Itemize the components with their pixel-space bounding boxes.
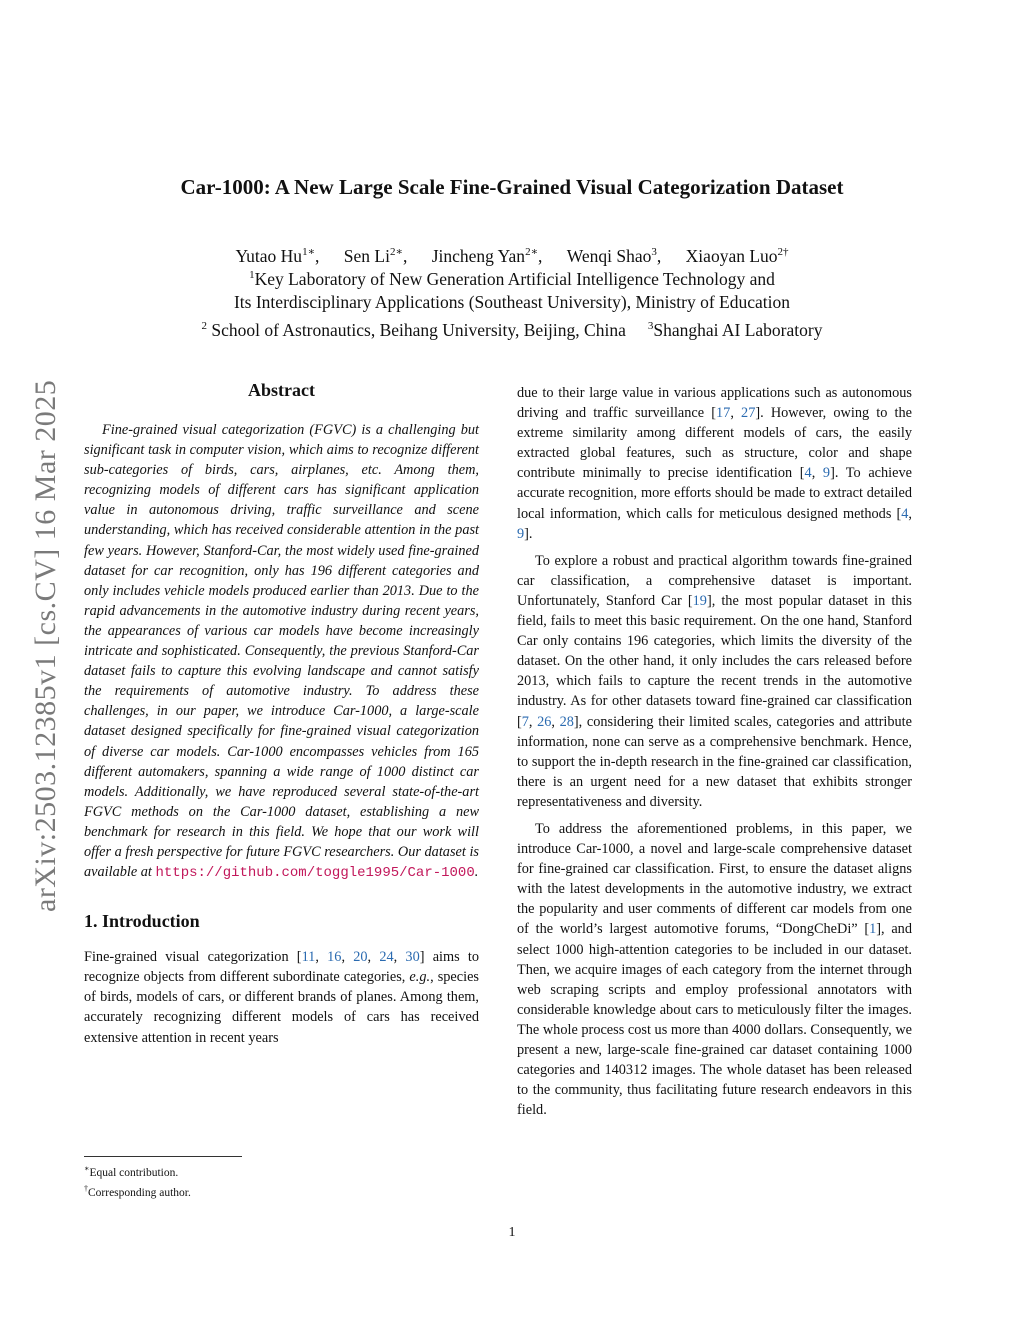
intro-paragraph: Fine-grained visual categorization [11, 16, 20, 24, 30] aims to recognize objects from different subordinate categories, e.g., species of birds, models of cars, or different brands of planes. Among them, accurately recognizing different models of cars has received extensive attention in recent years bbox=[84, 949, 480, 1046]
dataset-link[interactable]: https://github.com/toggle1995/Car-1000 bbox=[155, 865, 475, 882]
abstract-heading: Abstract bbox=[248, 380, 315, 400]
body-paragraph: To address the aforementioned problems, in this paper, we introduce Car-1000, a novel and large-scale comprehensive dataset for fine-grained car classification. First, to ensure the dataset aligns with the latest developments in the automotive industry, we extract the popularity and user comments of different car models from one of the world’s largest automotive forums, “DongCheDi” [1], and select 1000 high-attention categories to be included in our dataset. Then, we acquire images of each category from the internet through web scraping scripts and employ professional annotators with considerable knowledge about cars to meticulously filter the images. The whole process cost us more than 4000 dollars. Consequently, we present a new, large-scale fine-grained car dataset containing 1000 categories and 140312 images. The whole dataset has been released to the community, thus facilitating future research endeavors in this field. bbox=[517, 820, 912, 1119]
affiliation-1-cont: Its Interdisciplinary Applications (Southeast University), Ministry of Education bbox=[233, 292, 791, 313]
author: Jincheng Yan$^{2∗}$, bbox=[431, 245, 543, 266]
citation-link[interactable]: 26 bbox=[537, 713, 552, 730]
affiliations bbox=[60, 264, 964, 342]
citation-link[interactable]: 19 bbox=[692, 592, 707, 609]
footnote-equal-contribution: ∗Equal contribution. bbox=[84, 1164, 179, 1179]
footnote-corresponding-author: †Corresponding author. bbox=[84, 1183, 191, 1199]
footnote-rule bbox=[84, 1156, 242, 1157]
citation-link[interactable]: 9 bbox=[517, 525, 525, 542]
citation-link[interactable]: 4 bbox=[804, 465, 812, 482]
citation-link[interactable]: 27 bbox=[741, 405, 756, 422]
citation-link[interactable]: 1 bbox=[869, 921, 877, 938]
citation-link[interactable]: 16 bbox=[327, 949, 342, 966]
right-column bbox=[517, 383, 912, 1120]
affiliation-2-3: $^2$ School of Astronautics, Beihang University, Beijing, China $^3$Shanghai AI Laboratory bbox=[201, 319, 823, 340]
citation-link[interactable]: 7 bbox=[521, 713, 529, 730]
citation-link[interactable]: 17 bbox=[716, 405, 731, 422]
citation-link[interactable]: 30 bbox=[405, 949, 420, 966]
citation-link[interactable]: 28 bbox=[559, 713, 574, 730]
left-column bbox=[84, 378, 479, 1048]
citation-link[interactable]: 11 bbox=[301, 949, 316, 966]
citation-link[interactable]: 4 bbox=[901, 505, 909, 522]
page-number: 1 bbox=[508, 1225, 516, 1240]
citation-link[interactable]: 9 bbox=[822, 465, 831, 482]
author: Yutao $Hu^{1∗}$, bbox=[235, 245, 320, 266]
body-paragraph: To explore a robust and practical algorithm towards fine-grained car classification, a comprehensive dataset is important. Unfortunately, Stanford Car [19], the most popular dataset in this field, fails to meet this basic requirement. On the one hand, Stanford Car only contains 196 categories, which limits the diversity of the dataset. On the other hand, it only includes the cars released before 2013, which fails to capture the recent trends in the automotive industry. As for other datasets toward fine-grained car classification [7, 26, 28], considering their limited scales, categories and attribute information, none can serve as a comprehensive benchmark. Hence, to support the in-depth research in the fine-grained car classification, there is an urgent need for a new dataset that exhibits stronger representativeness and diversity. bbox=[517, 552, 912, 810]
footnotes bbox=[84, 1156, 479, 1201]
arxiv-identifier: arXiv:2503.12385v1 [cs.CV] 16 Mar 2025 bbox=[29, 379, 62, 913]
affiliation-1: $^1$Key Laboratory of New Generation Artificial Intelligence Technology and bbox=[249, 268, 775, 289]
author: Xiaoyan Luo$^{2\dagger}$ bbox=[685, 245, 789, 266]
citation-link[interactable]: 20 bbox=[353, 949, 368, 966]
section-heading-introduction: 1. Introduction bbox=[84, 911, 200, 932]
abstract-text: Fine-grained visual categorization (FGVC) is a challenging but significant task in computer vision, which aims to recognize different sub-categories of birds, cars, airplanes, etc. Among them, recognizing models of different cars has significant application value in autonomous driving, traffic surveillance and scene understanding, which has received considerable attention in the past few years. However, Stanford-Car, the most widely used fine-grained dataset for car recognition, only has 196 different categories and only includes vehicle models produced earlier than 2013. Due to the rapid advancements in the automotive industry during recent years, the appearances of various car models have become increasingly intricate and sophisticated. Consequently, the previous Stanford-Car dataset fails to capture this evolving landscape and cannot satisfy the requirements of automotive industry. To address these challenges, in our paper, we introduce Car-1000, a large-scale dataset designed specifically for fine-grained visual categorization of diverse car models. Car-1000 encompasses vehicles from 165 different automakers, spanning a wide range of 1000 distinct car models. Additionally, we have reproduced several state-of-the-art FGVC methods on the Car-1000 dataset, establishing a new benchmark for research in this field. We hope that our work will offer a fresh perspective for future FGVC researchers. Our dataset is available at https://github.com/toggle1995/Car-1000. bbox=[84, 422, 479, 882]
author: Sen $Li^{2∗}$, bbox=[343, 245, 408, 266]
body-paragraph: due to their large value in various applications such as autonomous driving and traffic surveillance [17, 27]. However, owing to the extreme similarity among different models of cars, the easily extracted global features, such as structure, color and shape contribute minimally to precise identification [4, 9]. To achieve accurate recognition, more efforts should be made to extract detailed local information, which calls for meticulous designed methods [4, 9]. bbox=[517, 385, 912, 542]
citation-link[interactable]: 24 bbox=[379, 949, 394, 966]
author: Wenqi Shao$^3$, bbox=[566, 245, 662, 266]
paper-title: Car-1000: A New Large Scale Fine-Grained Visual Categorization Dataset bbox=[180, 175, 844, 199]
